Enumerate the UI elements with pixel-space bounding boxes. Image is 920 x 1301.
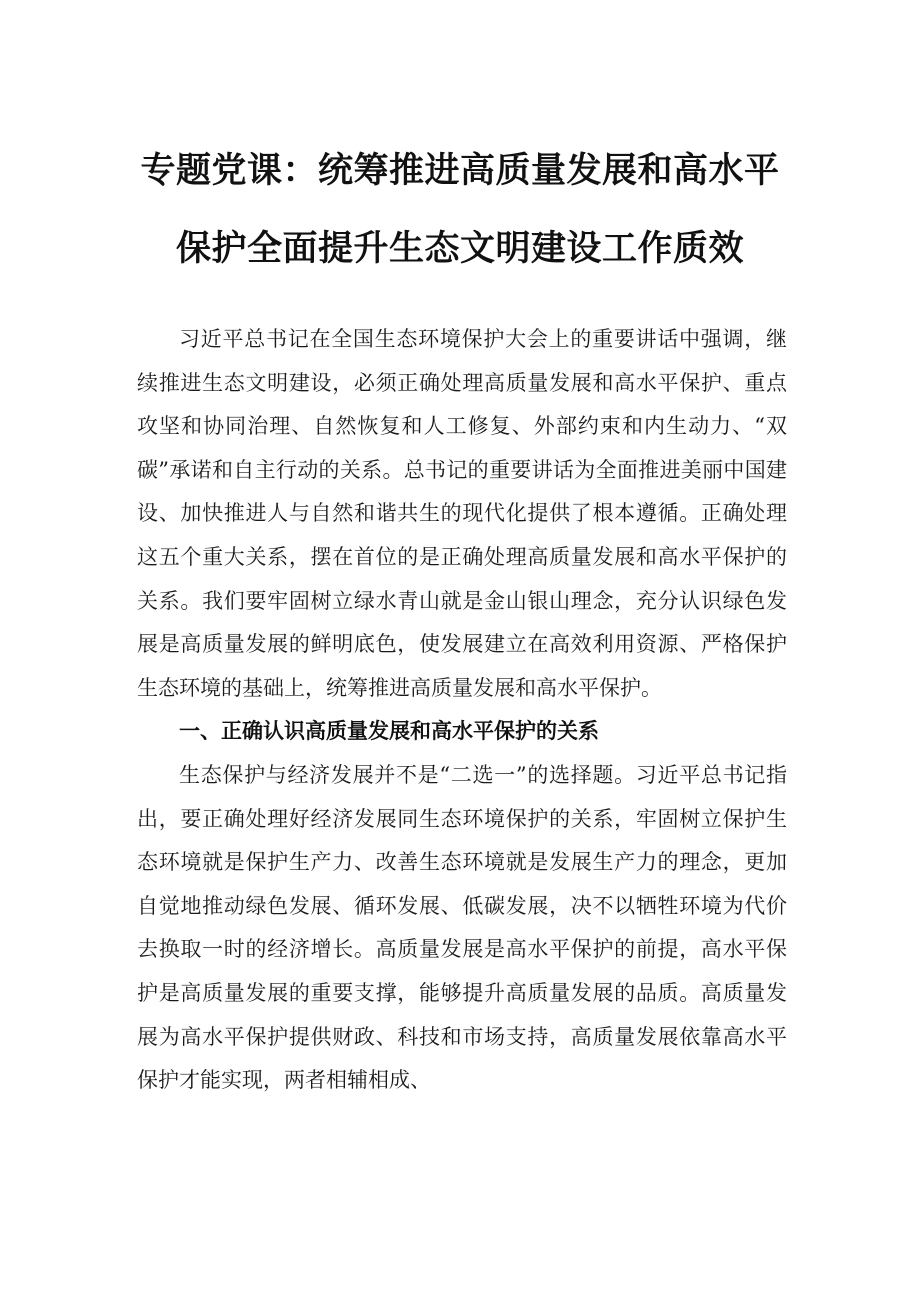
document-title-line-1: 专题党课：统筹推进高质量发展和高水平 [140, 151, 780, 191]
intro-paragraph: 习近平总书记在全国生态环境保护大会上的重要讲话中强调，继续推进生态文明建设，必须正确处理高质量发展和高水平保护、重点攻坚和协同治理、自然恢复和人工修复、外部约束和内生动力、“双碳”承诺和自主行动的关系。总书记的重要讲话为全面推进美丽中国建设、加快推进人与自然和谐共生的现代化提供了根本遵循。正确处理这五个重大关系，摆在首位的是正确处理高质量发展和高水平保护的关系。我们要牢固树立绿水青山就是金山银山理念，充分认识绿色发展是高质量发展的鲜明底色，使发展建立在高效利用资源、严格保护生态环境的基础上，统筹推进高质量发展和高水平保护。 [137, 327, 787, 700]
section-paragraph: 生态保护与经济发展并不是“二选一”的选择题。习近平总书记指出，要正确处理好经济发展同生态环境保护的关系，牢固树立保护生态环境就是保护生产力、改善生态环境就是发展生产力的理念，更加自觉地推动绿色发展、循环发展、低碳发展，决不以牺牲环境为代价去换取一时的经济增长。高质量发展是高水平保护的前提，高水平保护是高质量发展的重要支撑，能够提升高质量发展的品质。高质量发展为高水平保护提供财政、科技和市场支持，高质量发展依靠高水平保护才能实现，两者相辅相成、 [137, 762, 787, 1093]
section-heading: 一、正确认识高质量发展和高水平保护的关系 [179, 719, 599, 744]
document-body [137, 318, 787, 1103]
document-title-line-2: 保护全面提升生态文明建设工作质效 [175, 229, 744, 269]
